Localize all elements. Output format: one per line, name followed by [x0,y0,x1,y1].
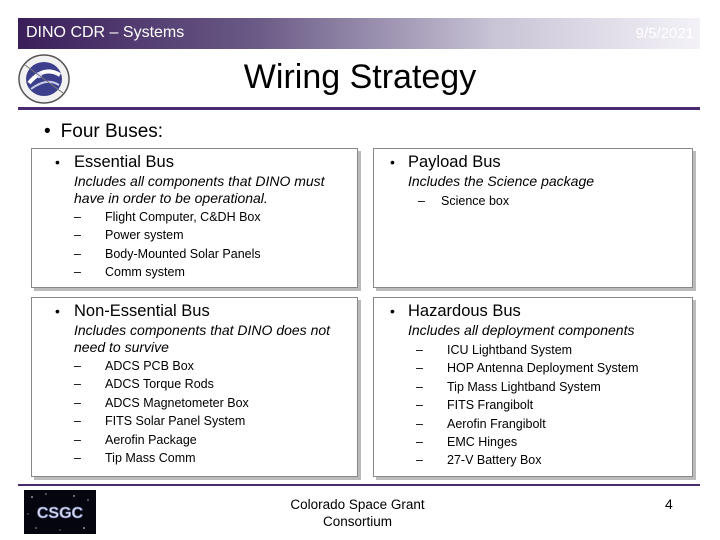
list-item: – Comm system [74,265,185,280]
list-item: – Body-Mounted Solar Panels [74,246,261,261]
list-item: – ICU Lightband System [416,343,573,357]
header-left-text: DINO CDR – Systems [26,24,185,41]
list-item: – Tip Mass Lightband System [416,379,601,394]
hazardous-bus-items [408,341,639,470]
payload-bus-desc: Includes the Science package [408,173,595,189]
hazardous-bus-desc: Includes all deployment components [408,322,635,338]
list-item: – EMC Hinges [416,435,518,450]
list-item: – 27-V Battery Box [416,453,542,468]
title-rule [18,107,700,110]
list-item: – Aerofin Package [74,432,197,447]
list-item: – FITS Frangibolt [416,398,534,413]
section-heading [44,121,163,143]
payload-bus-title: Payload Bus [408,153,501,171]
list-item: – ADCS PCB Box [74,359,194,373]
non-essential-bus-desc: Includes components that DINO does not need to survive [74,322,331,355]
list-item: – ADCS Torque Rods [74,377,214,392]
bullet-icon: • [390,303,395,319]
bullet-icon: • [390,154,395,170]
bullet-icon: • [44,121,51,142]
list-item: – ADCS Magnetometer Box [74,395,249,410]
payload-bus-items [408,192,509,210]
csgc-logo-text: CSGC [36,505,84,522]
list-item: – Flight Computer, C&DH Box [74,210,261,224]
non-essential-bus-title: Non-Essential Bus [74,302,210,320]
list-item: – Science box [418,194,510,208]
bullet-icon: • [55,303,60,319]
essential-bus-desc: Includes all components that DINO must have in order to be operational. [74,173,325,206]
non-essential-bus-items [74,357,249,467]
list-item: – HOP Antenna Deployment System [416,361,639,376]
essential-bus-items [74,208,261,282]
bullet-icon: • [55,154,60,170]
list-item: – Power system [74,228,184,243]
list-item: – Tip Mass Comm [74,451,196,466]
slide-title: Wiring Strategy [243,58,477,96]
essential-bus-title: Essential Bus [74,153,174,171]
header-bar [18,18,700,49]
list-item: – Aerofin Frangibolt [416,416,546,431]
page-number: 4 [665,496,673,512]
list-item: – FITS Solar Panel System [74,414,246,429]
footer-org-line2: Consortium [322,514,393,529]
footer-rule [18,484,700,486]
footer-org-line1: Colorado Space Grant [290,497,425,512]
heading-text: Four Buses: [60,121,164,142]
hazardous-bus-title: Hazardous Bus [408,302,521,320]
footer-org [270,496,445,530]
header-date: 9/5/2021 [635,25,694,42]
csgc-logo [24,490,96,534]
